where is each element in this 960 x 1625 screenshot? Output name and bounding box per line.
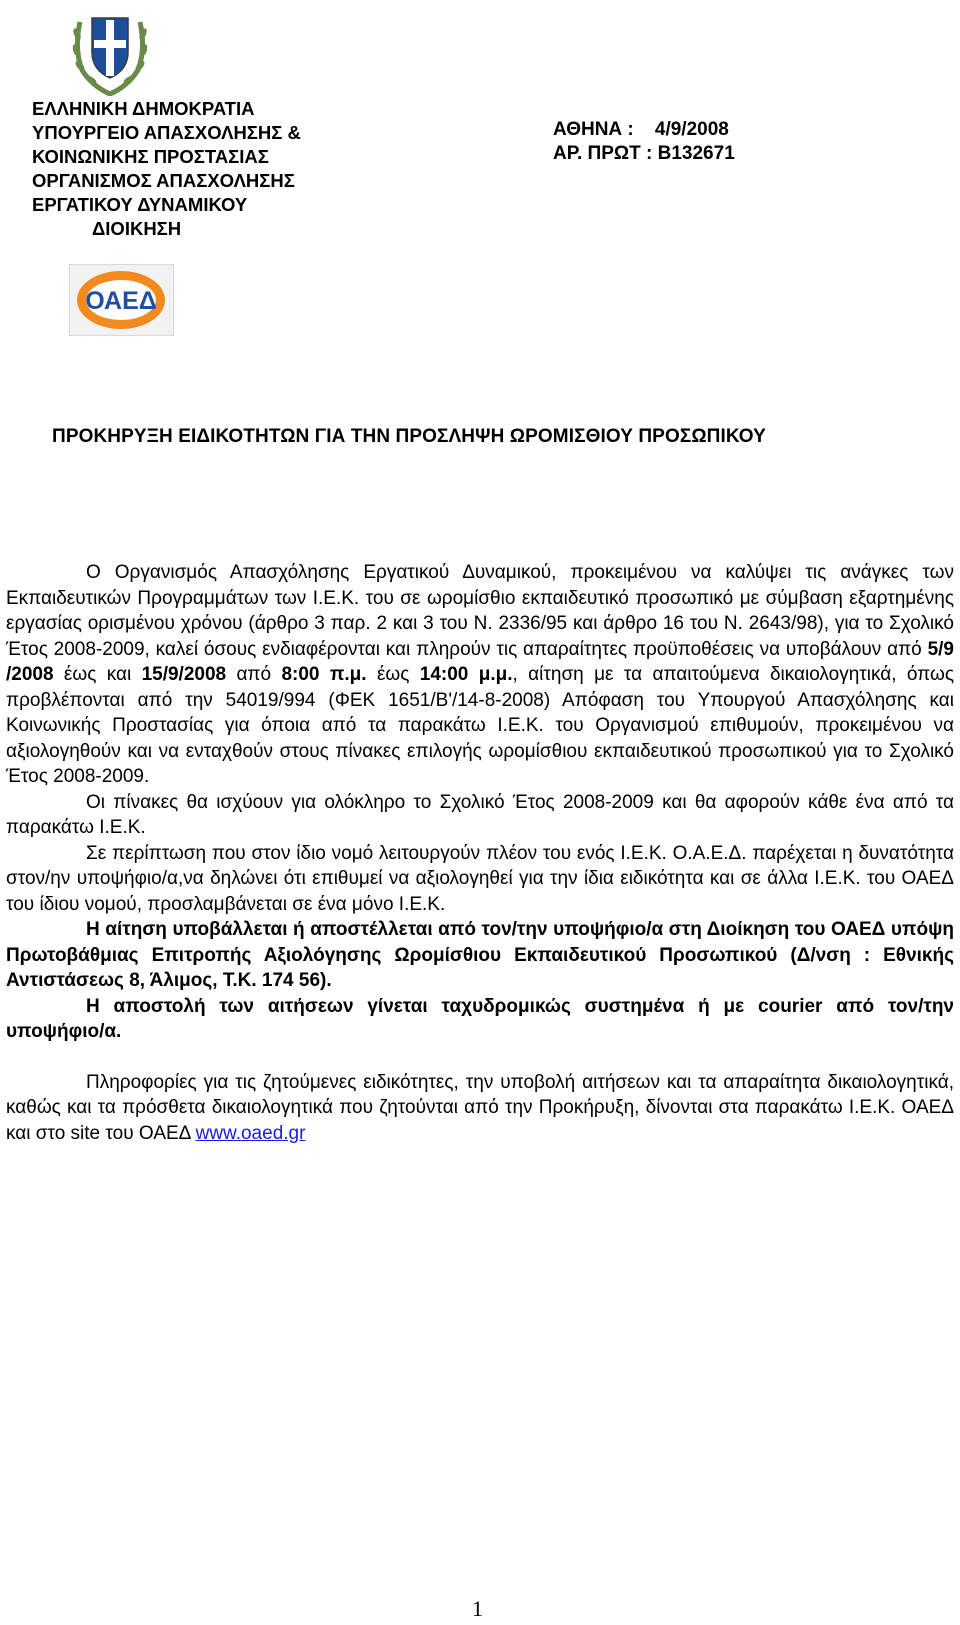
paragraph-4	[6, 917, 954, 994]
page-number: 1	[472, 1596, 483, 1621]
logo-text: ΟΑΕΔ	[85, 287, 157, 315]
document-body	[6, 560, 954, 1146]
issuer-line: ΥΠΟΥΡΓΕΙΟ ΑΠΑΣΧΟΛΗΣΗΣ &	[32, 122, 301, 143]
paragraph-3: Σε περίπτωση που στον ίδιο νομό λειτουργούν πλέον του ενός Ι.Ε.Κ. Ο.Α.Ε.Δ. παρέχεται η δυνατότητα στον/ην υποψήφιο/α,να δηλώνει ότι επιθυμεί να αξιολογηθεί για την ίδια ειδικότητα και σε άλλα Ι.Ε.Κ. του ΟΑΕΔ του ίδιου νομού, προσλαμβάνεται σε ένα μόνο Ι.Ε.Κ.	[6, 842, 954, 915]
start-date: 5/9 /2008	[6, 638, 954, 685]
paragraph-5	[6, 994, 954, 1045]
protocol-number: ΑΡ. ΠΡΩΤ : Β132671	[553, 143, 735, 164]
place-date: ΑΘΗΝΑ : 4/9/2008	[553, 119, 729, 140]
end-date: 15/9/2008	[141, 664, 227, 685]
date-protocol-block	[553, 118, 735, 166]
document-title: ΠΡΟΚΗΡΥΞΗ ΕΙΔΙΚΟΤΗΤΩΝ ΓΙΑ ΤΗΝ ΠΡΟΣΛΗΨΗ ΩΡΟΜΙΣΘΙΟΥ ΠΡΟΣΩΠΙΚΟΥ	[52, 426, 766, 447]
text-span: , αίτηση με τα απαιτούμενα δικαιολογητικά, όπως προβλέπονται από την 54019/994 (ΦΕΚ 1651/Β'/14-8-2008) Απόφαση του Υπουργού Απασχόλησης και Κοινωνικής Προστασίας για όποια από τα παρακάτω Ι.Ε.Κ. του Οργανισμού επιθυμούν, προκειμένου να αξιολογηθούν και να ενταχθούν στους πίνακες επιλογής ωρομίσθιου εκπαιδευτικού προσωπικού για το Σχολικό Έτος 2008-2009.	[6, 664, 955, 787]
paragraph-2: Οι πίνακες θα ισχύουν για ολόκληρο το Σχολικό Έτος 2008-2009 και θα αφορούν κάθε ένα από τα παρακάτω Ι.Ε.Κ.	[6, 791, 954, 838]
greek-emblem-icon	[60, 4, 160, 96]
time-to: 14:00 μ.μ.	[419, 664, 513, 685]
oaed-logo	[69, 264, 174, 336]
issuer-line: ΔΙΟΙΚΗΣΗ	[92, 218, 182, 239]
oaed-logo-icon	[69, 264, 174, 336]
issuer-line: ΟΡΓΑΝΙΣΜΟΣ ΑΠΑΣΧΟΛΗΣΗΣ	[32, 170, 295, 191]
text-span: έως και	[53, 664, 142, 685]
issuer-line: ΕΛΛΗΝΙΚΗ ΔΗΜΟΚΡΑΤΙΑ	[32, 98, 255, 119]
submission-method: Η αποστολή των αιτήσεων γίνεται ταχυδρομικώς συστημένα ή με courier από τον/την υποψήφιο/α.	[6, 995, 954, 1042]
issuer-line: ΚΟΙΝΩΝΙΚΗΣ ΠΡΟΣΤΑΣΙΑΣ	[32, 146, 269, 167]
text-span: Ο Οργανισμός Απασχόλησης Εργατικού Δυναμικού, προκειμένου να καλύψει τις ανάγκες των Εκπαιδευτικών Προγραμμάτων των Ι.Ε.Κ. του σε ωρομίσθιο εκπαιδευτικό προσωπικό με σύμβαση εξαρτημένης εργασίας ορισμένου χρόνου (άρθρο 3 παρ. 2 και 3 του Ν. 2336/95 και άρθρο 16 του Ν. 2643/98), για το Σχολικό Έτος 2008-2009, καλεί όσους ενδιαφέρονται και πληρούν τις απαραίτητες προϋποθέσεις να υποβάλουν από	[6, 562, 954, 660]
time-from: 8:00 π.μ.	[281, 664, 367, 685]
paragraph-6	[6, 1070, 954, 1147]
text-span: έως	[366, 664, 420, 685]
paragraph-1	[6, 560, 954, 790]
text-span: από	[226, 664, 282, 685]
text-span: Πληροφορίες για τις ζητούμενες ειδικότητες, την υποβολή αιτήσεων και τα απαραίτητα δικαιολογητικά, καθώς και τα πρόσθετα δικαιολογητικά που ζητούνται από την Προκήρυξη, δίνονται στα παρακάτω Ι.Ε.Κ. ΟΑΕΔ και στο site του ΟΑΕΔ	[6, 1071, 954, 1144]
issuer-line: ΕΡΓΑΤΙΚΟΥ ΔΥΝΑΜΙΚΟΥ	[32, 194, 248, 215]
oaed-website-link[interactable]: www.oaed.gr	[195, 1122, 306, 1144]
submission-address: Η αίτηση υποβάλλεται ή αποστέλλεται από τον/την υποψήφιο/α στη Διοίκηση του ΟΑΕΔ υπόψη Πρωτοβάθμιας Επιτροπής Αξιολόγησης Ωρομίσθιου Εκπαιδευτικού Προσωπικού (Δ/νση : Εθνικής Αντιστάσεως 8, Άλιμος, Τ.Κ. 174 56).	[6, 919, 954, 991]
issuer-block	[32, 97, 301, 241]
